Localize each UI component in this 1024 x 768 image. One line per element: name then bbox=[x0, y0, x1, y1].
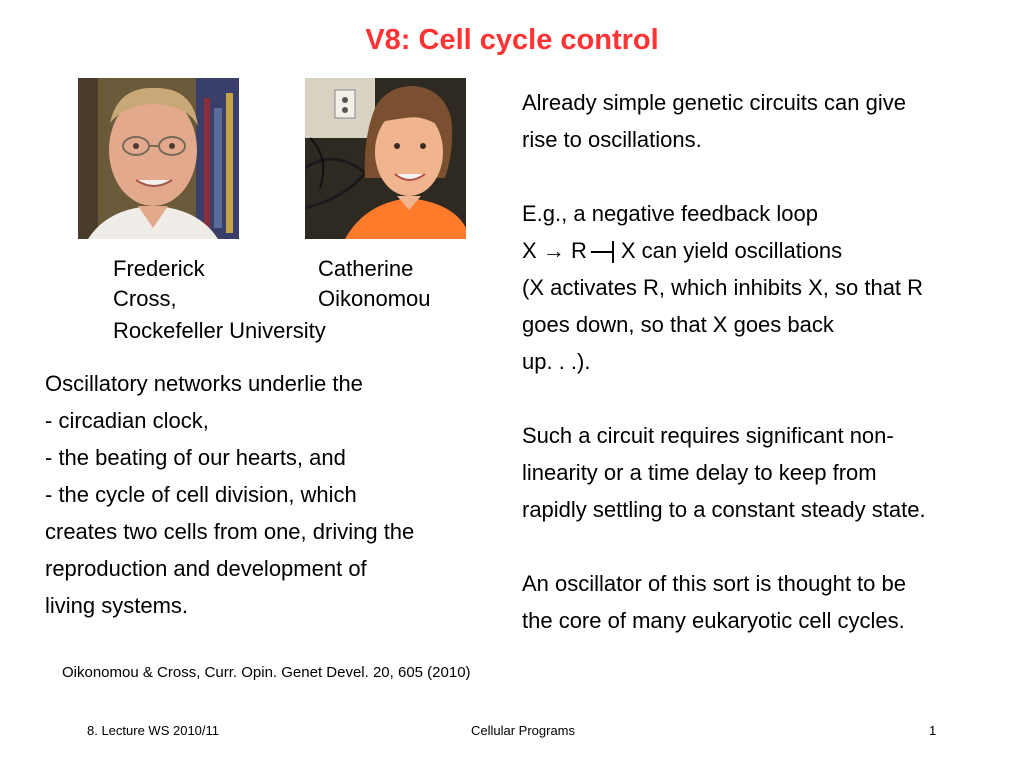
slide-title: V8: Cell cycle control bbox=[365, 24, 659, 56]
text-line: Such a circuit requires significant non- bbox=[522, 423, 894, 448]
text-line: Oscillatory networks underlie the bbox=[45, 371, 363, 396]
footer-course: Cellular Programs bbox=[470, 723, 576, 738]
text-line: rapidly settling to a constant steady state. bbox=[522, 497, 926, 522]
photo-frederick-cross bbox=[78, 78, 239, 239]
right-text-block bbox=[522, 84, 1002, 639]
text-line: the core of many eukaryotic cell cycles. bbox=[522, 608, 905, 633]
name-first: Catherine bbox=[318, 256, 414, 281]
photo-catherine-oikonomou bbox=[305, 78, 466, 239]
text-line: - circadian clock, bbox=[45, 408, 209, 433]
text-line: E.g., a negative feedback loop bbox=[522, 201, 818, 226]
portrait-man-image bbox=[78, 78, 239, 239]
text-line: - the beating of our hearts, and bbox=[45, 445, 346, 470]
feedback-loop-rest: X can yield oscillations bbox=[620, 238, 843, 263]
text-line: up. . .). bbox=[522, 349, 591, 374]
text-line: rise to oscillations. bbox=[522, 127, 702, 152]
x-label: X bbox=[522, 238, 537, 263]
text-line: goes down, so that X goes back bbox=[522, 312, 834, 337]
text-line: reproduction and development of bbox=[45, 556, 367, 581]
feedback-loop-line bbox=[522, 232, 1002, 269]
affiliation: Rockefeller University bbox=[113, 318, 326, 343]
text-line: - the cycle of cell division, which bbox=[45, 482, 357, 507]
text-line: (X activates R, which inhibits X, so that R bbox=[522, 275, 924, 300]
portrait-woman-image bbox=[305, 78, 466, 239]
name-catherine-oikonomou bbox=[318, 254, 431, 314]
name-first: Frederick bbox=[113, 256, 205, 281]
text-line: Already simple genetic circuits can give bbox=[522, 90, 906, 115]
name-frederick-cross bbox=[113, 254, 205, 314]
footer-lecture: 8. Lecture WS 2010/11 bbox=[87, 723, 220, 738]
text-line: linearity or a time delay to keep from bbox=[522, 460, 877, 485]
text-line: An oscillator of this sort is thought to be bbox=[522, 571, 906, 596]
citation: Oikonomou & Cross, Curr. Opin. Genet Devel. 20, 605 (2010) bbox=[62, 664, 471, 681]
r-label: R bbox=[570, 238, 587, 263]
inhibition-arrow-icon bbox=[591, 243, 617, 261]
text-line: living systems. bbox=[45, 593, 189, 618]
activation-arrow-icon: → bbox=[542, 238, 565, 263]
left-text-block bbox=[45, 365, 485, 624]
footer-page-number: 1 bbox=[929, 723, 937, 738]
text-line: creates two cells from one, driving the bbox=[45, 519, 415, 544]
name-last: Oikonomou bbox=[318, 286, 431, 311]
name-last: Cross, bbox=[113, 286, 177, 311]
